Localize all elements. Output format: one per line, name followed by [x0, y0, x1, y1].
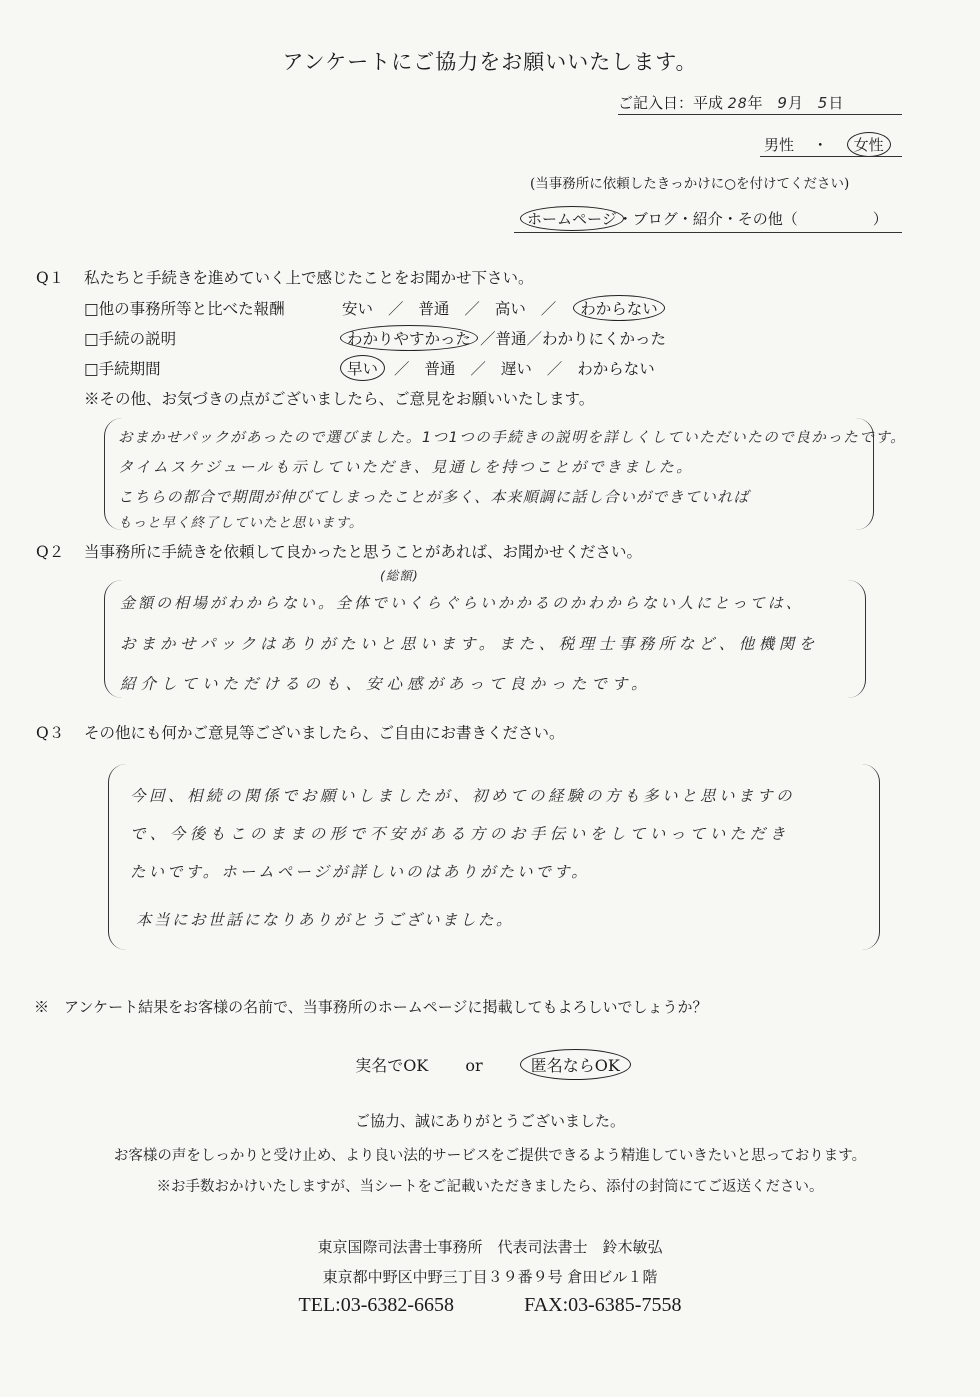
q1-answer-line-1: おまかせパックがあったので選びました。1つ1つの手続きの説明を詳しくしていただいたので良かったです。 — [118, 430, 907, 446]
q1-period-label: □手続期間 — [84, 360, 161, 378]
office-tel: TEL:03-6382-6658 — [298, 1294, 455, 1316]
q1-fee-options — [342, 297, 659, 319]
q1-label: Q１ — [36, 269, 65, 287]
publish-real-name[interactable]: 実名でOK — [355, 1056, 429, 1075]
q2-question: 当事務所に手続きを依頼して良かったと思うことがあれば、お聞かせください。 — [84, 543, 643, 561]
period-sep-2: ／ — [470, 360, 486, 378]
period-option-fast-circled[interactable]: 早い — [340, 355, 385, 381]
month-unit: 月 — [787, 94, 803, 112]
publish-question: ※ アンケート結果をお客様の名前で、当事務所のホームページに掲載してもよろしいでしょうか？ — [34, 998, 708, 1016]
date-underline — [618, 114, 902, 115]
q1-question: 私たちと手続きを進めていく上で感じたことをお聞かせ下さい。 — [84, 269, 534, 287]
q1-explain-label: □手続の説明 — [84, 330, 177, 348]
q3-answer-line-4: 本当にお世話になりありがとうございました。 — [136, 911, 515, 929]
q3-question: その他にも何かご意見等ございましたら、ご自由にお書きください。 — [84, 724, 565, 742]
fee-option-unknown-circled[interactable]: わからない — [573, 295, 665, 321]
trigger-rest: ・ブログ・紹介・その他（ ） — [617, 210, 888, 228]
gender-line — [764, 134, 885, 155]
q1-note: ※その他、お気づきの点がございましたら、ご意見をお願いいたします。 — [84, 390, 595, 408]
period-sep-1: ／ — [393, 360, 410, 378]
q2-answer-line-3: 紹介していただけるのも、安心感があって良かったです。 — [120, 675, 652, 693]
year-unit: 年 — [747, 94, 763, 112]
trigger-options — [520, 208, 888, 229]
q1-answer-line-4: もっと早く終了していたと思います。 — [118, 515, 364, 531]
q1-answer-line-2: タイムスケジュールも示していただき、見通しを持つことができました。 — [118, 458, 694, 476]
q2-label: Q２ — [36, 543, 65, 561]
survey-title: アンケートにご協力をお願いいたします。 — [282, 50, 698, 74]
closing-line-2: お客様の声をしっかりと受け止め、より良い法的サービスをご提供できるよう精進していきたいと思っております。 — [113, 1148, 867, 1164]
publish-or: or — [465, 1056, 483, 1075]
q1-answer-line-3: こちらの都合で期間が伸びてしまったことが多く、本来順調に話し合いができていれば — [118, 488, 750, 506]
office-name: 東京国際司法書士事務所 代表司法書士 鈴木敏弘 — [317, 1238, 663, 1256]
date-line — [618, 92, 843, 113]
publish-options — [0, 1052, 980, 1077]
date-year: 28 — [727, 96, 748, 112]
gender-sep: ・ — [812, 136, 828, 154]
q2-answer-line-1: 金額の相場がわからない。全体でいくらぐらいかかるのかわからない人にとっては、 — [120, 594, 804, 612]
office-address: 東京都中野区中野三丁目３９番９号 倉田ビル１階 — [322, 1268, 658, 1286]
period-option-slow[interactable]: 遅い — [500, 360, 532, 378]
office-contact — [0, 1294, 980, 1317]
q2-annotation: (総額) — [380, 568, 419, 583]
trigger-instruction: (当事務所に依頼したきっかけに○を付けてください) — [530, 176, 850, 192]
office-fax: FAX:03-6385-7558 — [524, 1294, 682, 1316]
closing-line-3: ※お手数おかけいたしますが、当シートをご記載いただきましたら、添付の封筒にてご返送ください。 — [156, 1179, 824, 1195]
fee-option-cheap[interactable]: 安い — [342, 300, 374, 318]
trigger-underline — [514, 232, 902, 233]
fee-sep-3: ／ — [540, 300, 557, 318]
date-label: ご記入日：平成 — [618, 94, 724, 112]
gender-male[interactable]: 男性 — [764, 136, 795, 154]
closing-thanks: ご協力、誠にありがとうございました。 — [354, 1112, 625, 1130]
day-unit: 日 — [828, 94, 844, 112]
date-month: 9 — [777, 94, 788, 112]
q3-answer-line-1: 今回、相続の関係でお願いしましたが、初めての経験の方も多いと思いますの — [130, 787, 796, 805]
q3-answer-line-2: で、今後もこのままの形で不安がある方のお手伝いをしていっていただき — [130, 825, 790, 843]
period-sep-3: ／ — [546, 360, 563, 378]
fee-option-normal[interactable]: 普通 — [418, 300, 450, 318]
gender-underline — [760, 156, 902, 157]
q1-fee-label: □他の事務所等と比べた報酬 — [84, 300, 285, 318]
q2-answer-line-2: おまかせパックはありがたいと思います。また、税理士事務所など、他機関を — [120, 635, 819, 653]
fee-option-high[interactable]: 高い — [494, 300, 526, 318]
q3-label: Q３ — [36, 724, 65, 742]
explain-other-options[interactable]: ／普通／わかりにくかった — [480, 330, 667, 348]
fee-sep-1: ／ — [387, 300, 404, 318]
publish-anonymous-circled[interactable]: 匿名ならOK — [520, 1049, 631, 1080]
trigger-homepage-circled[interactable]: ホームページ — [520, 206, 624, 231]
period-option-normal[interactable]: 普通 — [424, 360, 456, 378]
fee-sep-2: ／ — [464, 300, 480, 318]
q1-period-options — [340, 357, 655, 379]
explain-option-clear-circled[interactable]: わかりやすかった — [340, 325, 478, 351]
gender-female-circled[interactable]: 女性 — [847, 132, 891, 157]
q1-explain-options — [340, 327, 666, 349]
q3-answer-line-3: たいです。ホームページが詳しいのはありがたいです。 — [130, 863, 590, 881]
period-option-unknown[interactable]: わからない — [577, 360, 655, 378]
date-day: 5 — [817, 94, 829, 112]
